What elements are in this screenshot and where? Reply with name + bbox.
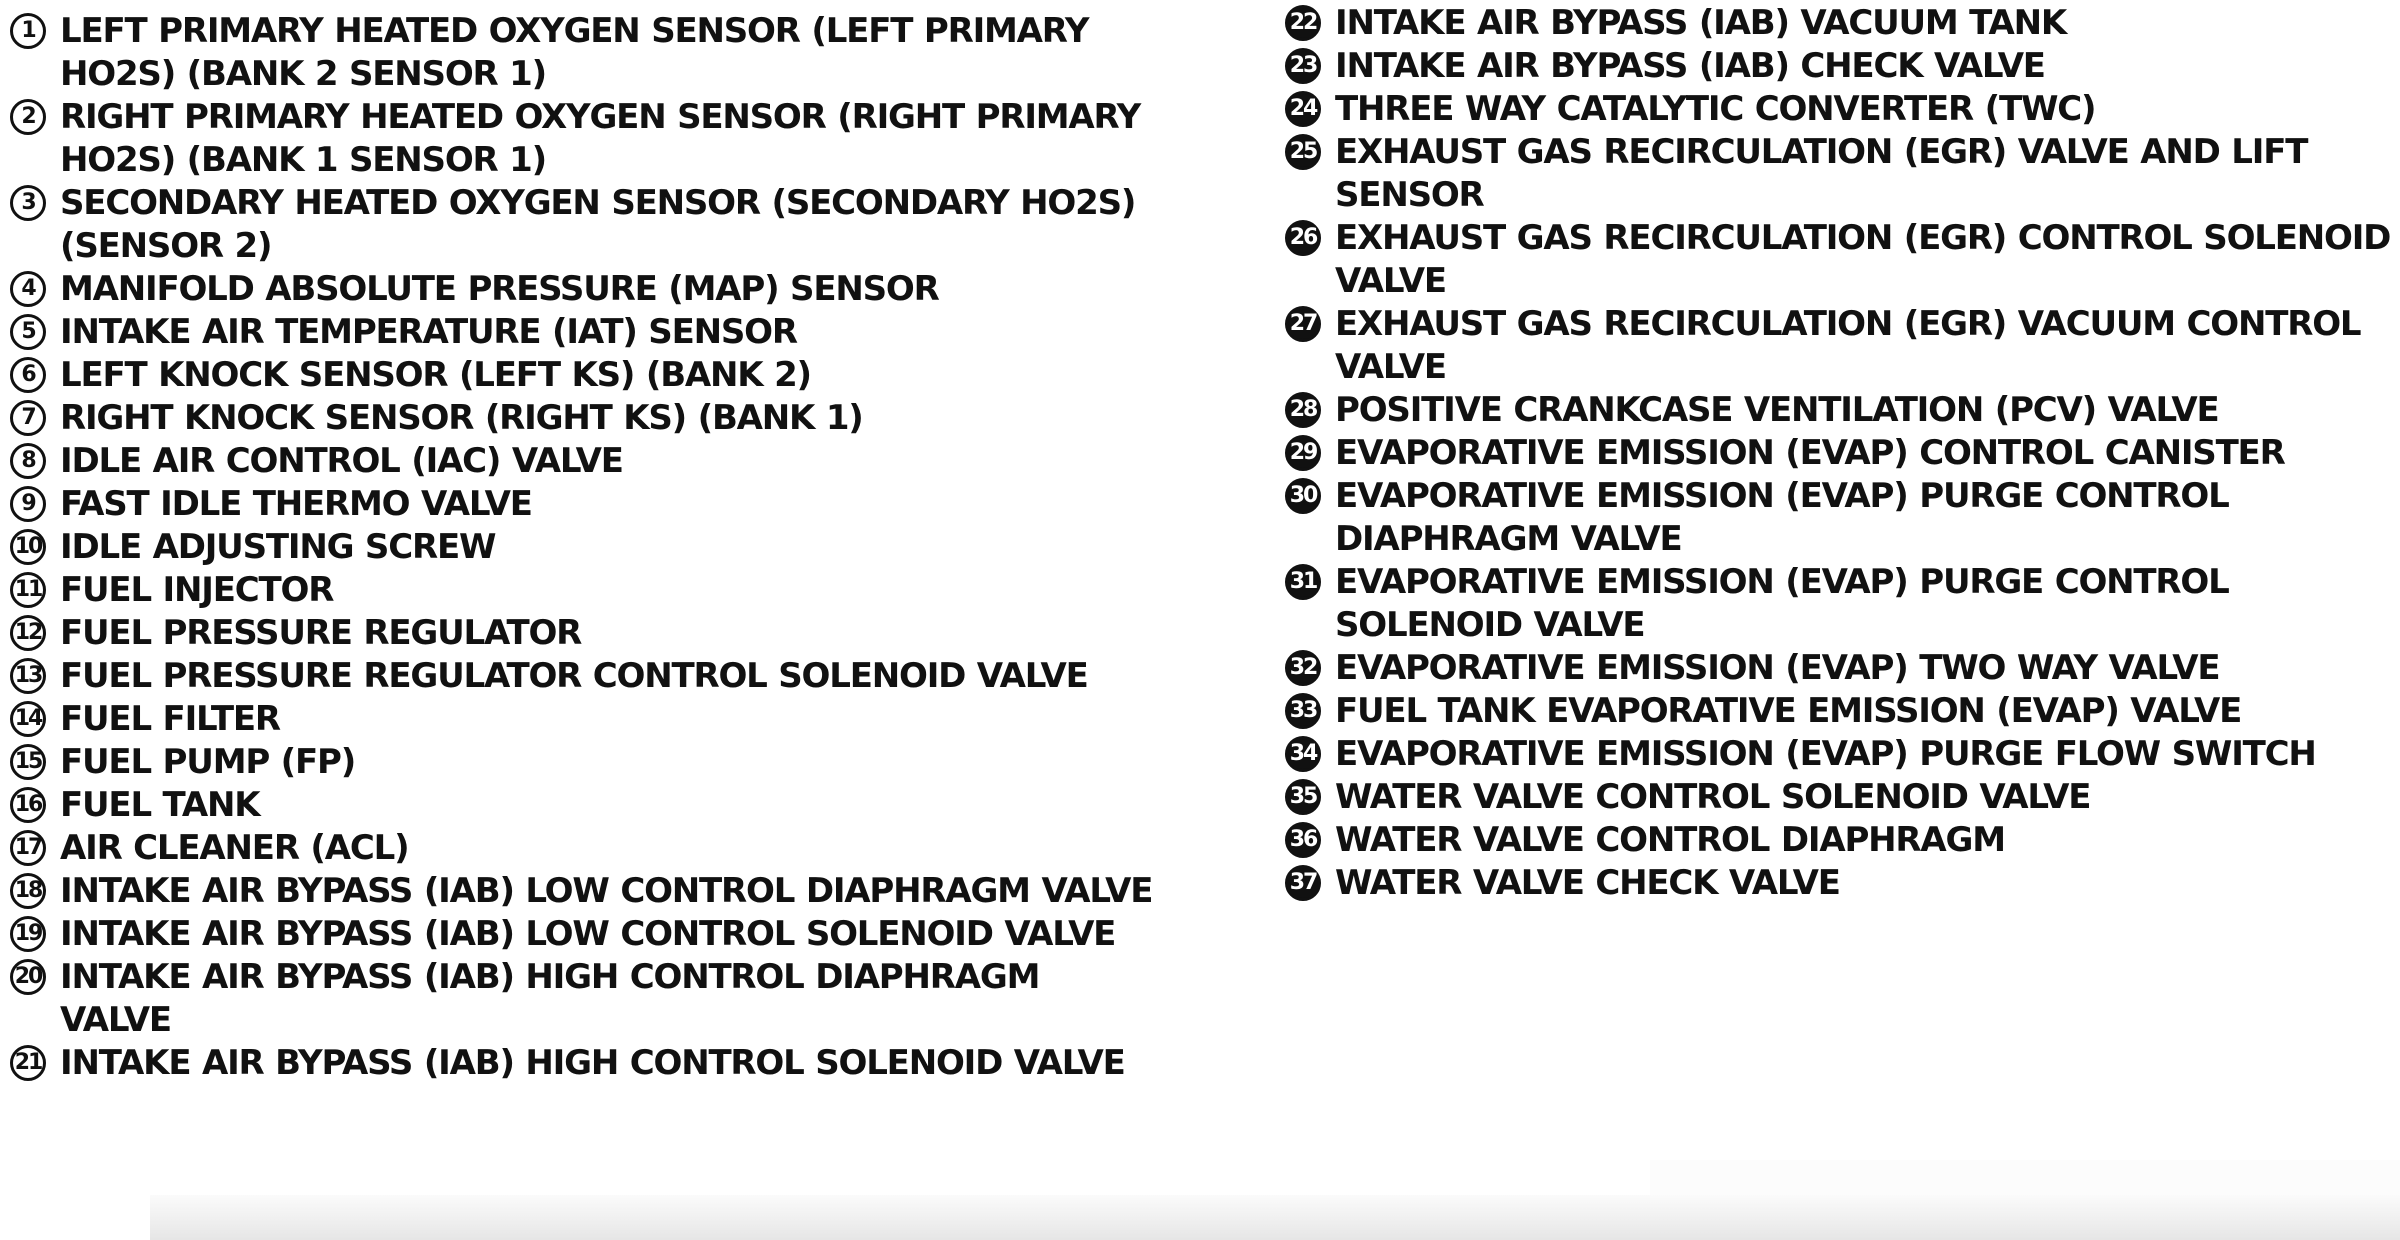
legend-item-label: INTAKE AIR BYPASS (IAB) HIGH CONTROL DIAPHRAGM VALVE [60,957,1040,1040]
item-number-badge: 7 [10,400,46,436]
legend-item-label: EXHAUST GAS RECIRCULATION (EGR) CONTROL SOLENOID VALVE [1335,218,2391,301]
legend-item [10,526,1160,569]
legend-item [10,268,1160,311]
legend-item-label: EVAPORATIVE EMISSION (EVAP) TWO WAY VALVE [1335,648,2220,688]
legend-item [10,440,1160,483]
legend-item [1285,690,2395,733]
legend-item-label: FUEL PRESSURE REGULATOR [60,613,582,653]
legend-item-label: FUEL PUMP (FP) [60,742,356,782]
legend-item [1285,432,2395,475]
legend-item-label: INTAKE AIR TEMPERATURE (IAT) SENSOR [60,312,797,352]
item-number-badge: 29 [1285,435,1321,471]
legend-item-label: FUEL INJECTOR [60,570,334,610]
legend-column-right [1285,2,2395,905]
legend-item-label: POSITIVE CRANKCASE VENTILATION (PCV) VALVE [1335,390,2219,430]
legend-item [10,870,1160,913]
item-number-badge: 24 [1285,91,1321,127]
legend-item-label: INTAKE AIR BYPASS (IAB) VACUUM TANK [1335,3,2067,43]
legend-item-label: FUEL TANK EVAPORATIVE EMISSION (EVAP) VALVE [1335,691,2242,731]
legend-item-label: EVAPORATIVE EMISSION (EVAP) PURGE FLOW SWITCH [1335,734,2316,774]
item-number-badge: 21 [10,1045,46,1081]
item-number-badge: 11 [10,572,46,608]
item-number-badge: 12 [10,615,46,651]
legend-item-label: EVAPORATIVE EMISSION (EVAP) PURGE CONTROL SOLENOID VALVE [1335,562,2229,645]
item-number-badge: 8 [10,443,46,479]
item-number-badge: 34 [1285,736,1321,772]
item-number-badge: 16 [10,787,46,823]
legend-item-label: EVAPORATIVE EMISSION (EVAP) PURGE CONTROL DIAPHRAGM VALVE [1335,476,2229,559]
legend-item-label: INTAKE AIR BYPASS (IAB) HIGH CONTROL SOLENOID VALVE [60,1043,1125,1083]
item-number-badge: 15 [10,744,46,780]
legend-item-label: EXHAUST GAS RECIRCULATION (EGR) VALVE AND LIFT SENSOR [1335,132,2308,215]
legend-item-label: FAST IDLE THERMO VALVE [60,484,532,524]
item-number-badge: 10 [10,529,46,565]
legend-item-label: WATER VALVE CONTROL SOLENOID VALVE [1335,777,2091,817]
legend-item [1285,776,2395,819]
item-number-badge: 31 [1285,564,1321,600]
legend-item [10,311,1160,354]
legend-item [10,182,1160,268]
legend-item [10,483,1160,526]
item-number-badge: 33 [1285,693,1321,729]
item-number-badge: 3 [10,185,46,221]
item-number-badge: 1 [10,13,46,49]
legend-item-label: INTAKE AIR BYPASS (IAB) LOW CONTROL DIAPHRAGM VALVE [60,871,1153,911]
legend-item-label: LEFT PRIMARY HEATED OXYGEN SENSOR (LEFT PRIMARY HO2S) (BANK 2 SENSOR 1) [60,11,1089,94]
legend-item [1285,217,2395,303]
item-number-badge: 27 [1285,306,1321,342]
item-number-badge: 9 [10,486,46,522]
legend-item [1285,561,2395,647]
item-number-badge: 30 [1285,478,1321,514]
item-number-badge: 2 [10,99,46,135]
legend-column-left [10,10,1160,1085]
item-number-badge: 19 [10,916,46,952]
legend-item [10,827,1160,870]
legend-item [10,956,1160,1042]
legend-item [1285,88,2395,131]
legend-item-label: SECONDARY HEATED OXYGEN SENSOR (SECONDARY HO2S) (SENSOR 2) [60,183,1136,266]
legend-item [10,10,1160,96]
legend-item [10,784,1160,827]
legend-item-label: INTAKE AIR BYPASS (IAB) CHECK VALVE [1335,46,2045,86]
legend-item [1285,647,2395,690]
item-number-badge: 28 [1285,392,1321,428]
item-number-badge: 35 [1285,779,1321,815]
legend-item [10,698,1160,741]
legend-item-label: FUEL PRESSURE REGULATOR CONTROL SOLENOID VALVE [60,656,1088,696]
page-edge-shadow [150,1195,2400,1240]
legend-item-label: IDLE ADJUSTING SCREW [60,527,496,567]
item-number-badge: 17 [10,830,46,866]
legend-item [1285,733,2395,776]
legend-item [10,569,1160,612]
legend-item-label: FUEL FILTER [60,699,280,739]
legend-item-label: AIR CLEANER (ACL) [60,828,409,868]
legend-item [10,913,1160,956]
item-number-badge: 5 [10,314,46,350]
item-number-badge: 32 [1285,650,1321,686]
item-number-badge: 20 [10,959,46,995]
legend-item-label: RIGHT PRIMARY HEATED OXYGEN SENSOR (RIGHT PRIMARY HO2S) (BANK 1 SENSOR 1) [60,97,1141,180]
legend-item [10,655,1160,698]
item-number-badge: 4 [10,271,46,307]
legend-item-label: WATER VALVE CHECK VALVE [1335,863,1840,903]
legend-item [10,96,1160,182]
legend-item-label: THREE WAY CATALYTIC CONVERTER (TWC) [1335,89,2096,129]
legend-item-label: IDLE AIR CONTROL (IAC) VALVE [60,441,623,481]
legend-item [1285,2,2395,45]
item-number-badge: 37 [1285,865,1321,901]
legend-item [10,397,1160,440]
legend-item-label: WATER VALVE CONTROL DIAPHRAGM [1335,820,2005,860]
item-number-badge: 6 [10,357,46,393]
item-number-badge: 22 [1285,5,1321,41]
legend-item-label: INTAKE AIR BYPASS (IAB) LOW CONTROL SOLENOID VALVE [60,914,1116,954]
item-number-badge: 13 [10,658,46,694]
item-number-badge: 14 [10,701,46,737]
legend-item [1285,389,2395,432]
legend-item-label: MANIFOLD ABSOLUTE PRESSURE (MAP) SENSOR [60,269,939,309]
legend-item-label: LEFT KNOCK SENSOR (LEFT KS) (BANK 2) [60,355,811,395]
item-number-badge: 36 [1285,822,1321,858]
legend-item [10,354,1160,397]
legend-item [10,1042,1160,1085]
legend-item [1285,45,2395,88]
legend-item [1285,303,2395,389]
legend-item-label: EXHAUST GAS RECIRCULATION (EGR) VACUUM CONTROL VALVE [1335,304,2361,387]
legend-item [10,612,1160,655]
item-number-badge: 18 [10,873,46,909]
legend-item-label: RIGHT KNOCK SENSOR (RIGHT KS) (BANK 1) [60,398,863,438]
legend-item [1285,819,2395,862]
legend-item-label: EVAPORATIVE EMISSION (EVAP) CONTROL CANISTER [1335,433,2285,473]
item-number-badge: 25 [1285,134,1321,170]
legend-item [1285,862,2395,905]
legend-item [1285,131,2395,217]
item-number-badge: 26 [1285,220,1321,256]
item-number-badge: 23 [1285,48,1321,84]
legend-item-label: FUEL TANK [60,785,260,825]
legend-item [1285,475,2395,561]
legend-item [10,741,1160,784]
